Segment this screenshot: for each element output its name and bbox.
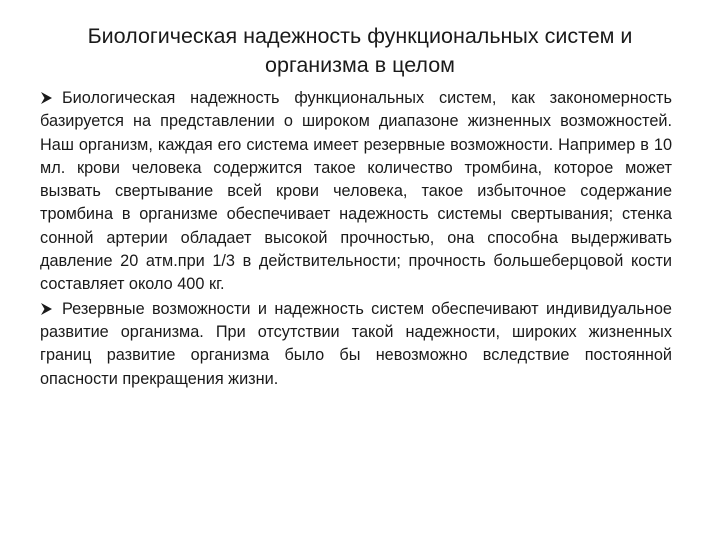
bullet-paragraph-2 — [40, 298, 672, 391]
arrowhead-bullet-icon — [40, 298, 62, 321]
bullet-paragraph-1 — [40, 87, 672, 297]
slide-title: Биологическая надежность функциональных систем и организма в целом — [87, 24, 633, 77]
arrowhead-bullet-icon — [40, 87, 62, 110]
slide-body — [40, 87, 672, 391]
paragraph-1-text: Биологическая надежность функциональных систем, как закономерность базируется на представлении о широком диапазоне жизненных возможностей. Наш организм, каждая его система имеет резервные возможности. Например в 10 мл. крови человека содержится такое количество тромбина, которое может вызвать свертывание всей крови человека, такое избыточное содержание тромбина в организме обеспечивает надежность системы свертывания; стенка сонной артерии обладает высокой прочностью, она способна выдерживать давление 20 атм.при 1/3 в действительности; прочность большеберцовой кости составляет около 400 кг. — [40, 89, 672, 294]
paragraph-2-text: Резервные возможности и надежность систем обеспечивают индивидуальное развитие организма. При отсутствии такой надежности, широких жизненных границ развитие организма было бы невозможно вследствие постоянной опасности прекращения жизни. — [40, 299, 672, 388]
